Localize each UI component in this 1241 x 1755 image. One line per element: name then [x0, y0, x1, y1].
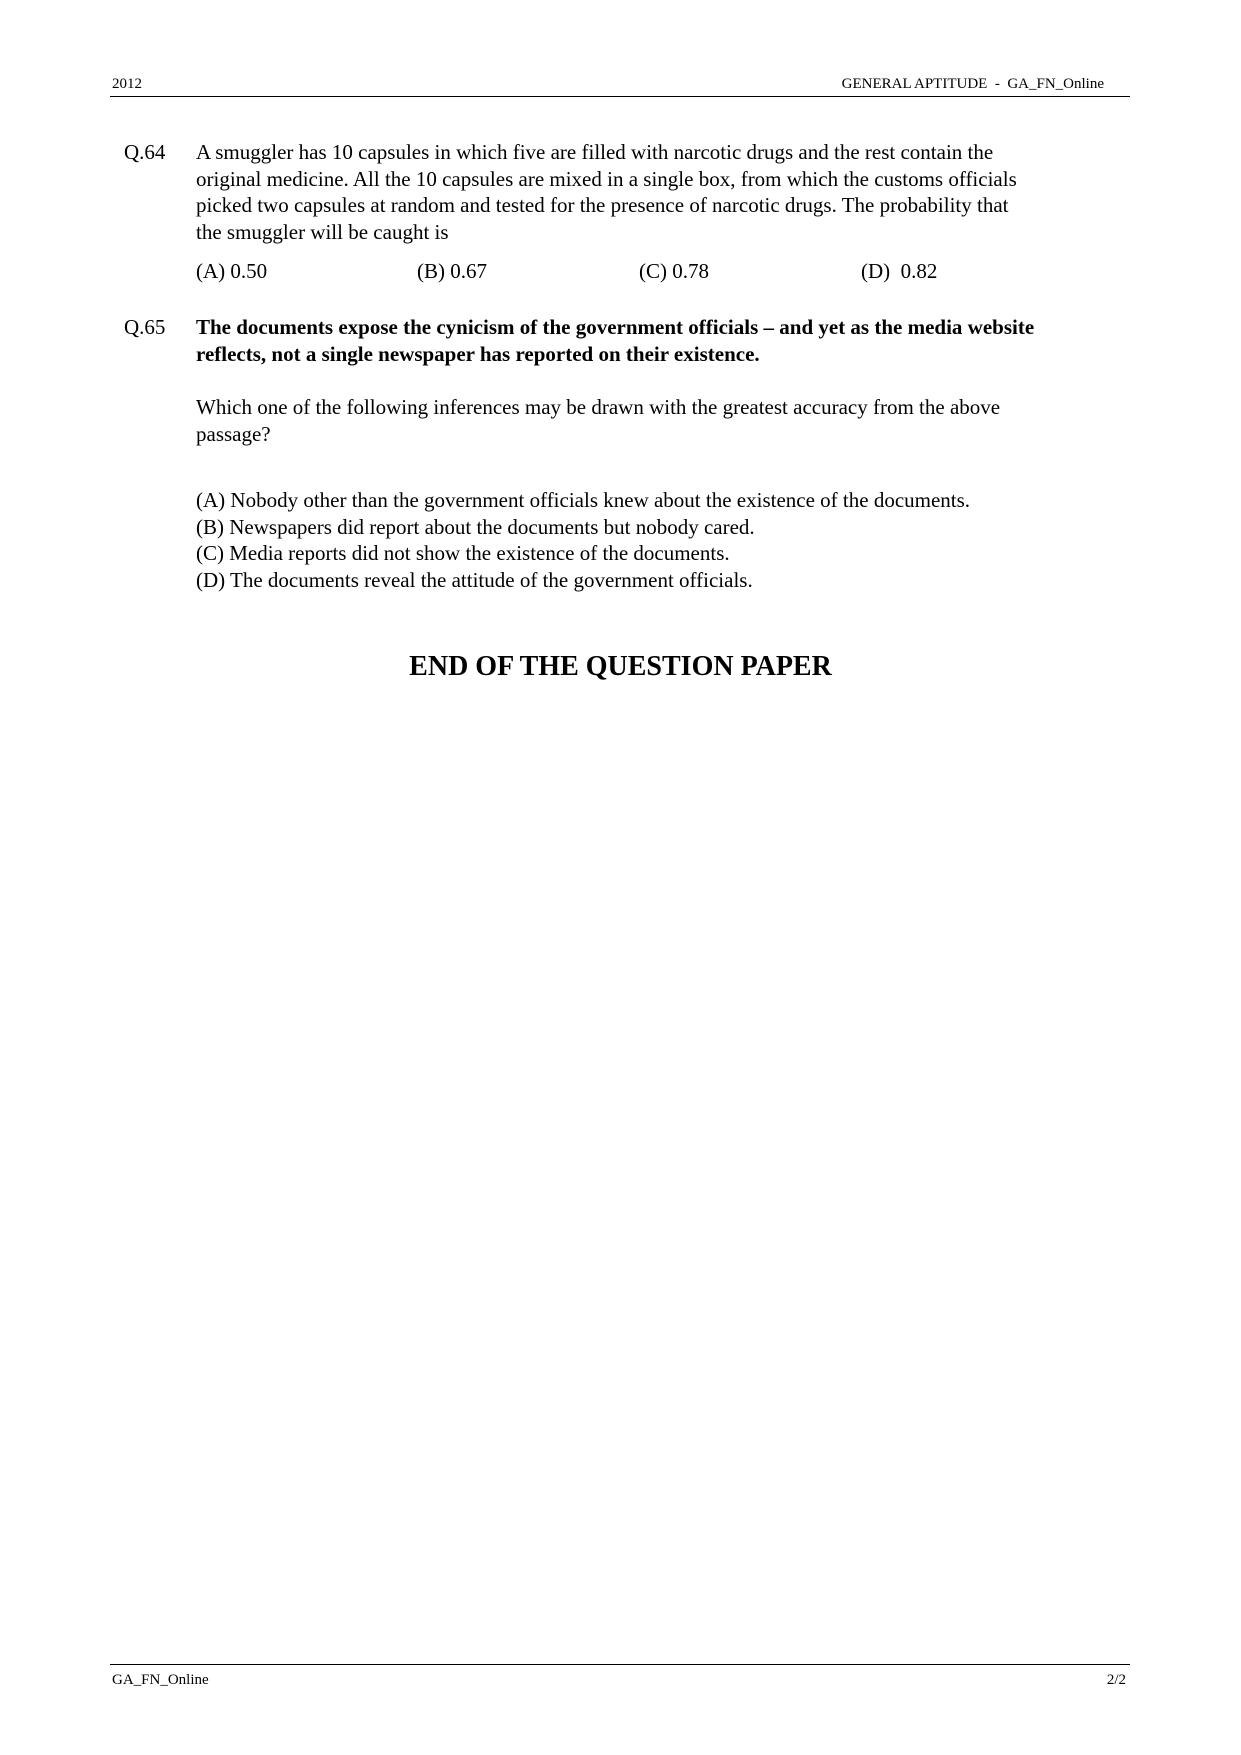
answer-options [196, 258, 1106, 285]
option-b: (B) Newspapers did report about the documents but nobody cared. [196, 514, 755, 539]
page-footer [110, 1664, 1130, 1688]
question-prompt [196, 394, 1106, 447]
end-of-paper-heading: END OF THE QUESTION PAPER [409, 651, 832, 682]
passage-line: The documents expose the cynicism of the government officials – and yet as the media website [196, 315, 1035, 339]
option-c: (C) 0.78 [639, 259, 709, 283]
answer-options [196, 487, 1106, 593]
option-c: (C) Media reports did not show the existence of the documents. [196, 541, 730, 565]
question-text-line: the smuggler will be caught is [196, 219, 449, 244]
question-body [196, 139, 1106, 285]
page-header [110, 74, 1130, 97]
prompt-line: passage? [196, 421, 271, 446]
option-d: (D) 0.82 [861, 259, 938, 283]
option-a: (A) 0.50 [196, 259, 268, 283]
question-text-line: A smuggler has 10 capsules in which five are filled with narcotic drugs and the rest contain the [196, 140, 994, 164]
footer-paper-code: GA_FN_Online [112, 1672, 209, 1688]
passage-line: reflects, not a single newspaper has reported on their existence. [196, 341, 760, 366]
passage [196, 314, 1106, 367]
prompt-line: Which one of the following inferences may be drawn with the greatest accuracy from the above [196, 395, 1001, 419]
option-b: (B) 0.67 [417, 259, 487, 283]
header-paper-title: GENERAL APTITUDE - GA_FN_Online [841, 76, 1104, 92]
question-body [196, 314, 1106, 593]
question-text-line: original medicine. All the 10 capsules are mixed in a single box, from which the customs officials [196, 166, 1017, 191]
page-number: 2/2 [1106, 1672, 1126, 1688]
option-d: (D) The documents reveal the attitude of the government officials. [196, 567, 753, 592]
header-year: 2012 [112, 76, 142, 92]
question-number: Q.65 [124, 315, 166, 339]
option-a: (A) Nobody other than the government officials knew about the existence of the documents. [196, 488, 971, 512]
question-number: Q.64 [124, 140, 166, 164]
question-text-line: picked two capsules at random and tested for the presence of narcotic drugs. The probability that [196, 193, 1009, 217]
